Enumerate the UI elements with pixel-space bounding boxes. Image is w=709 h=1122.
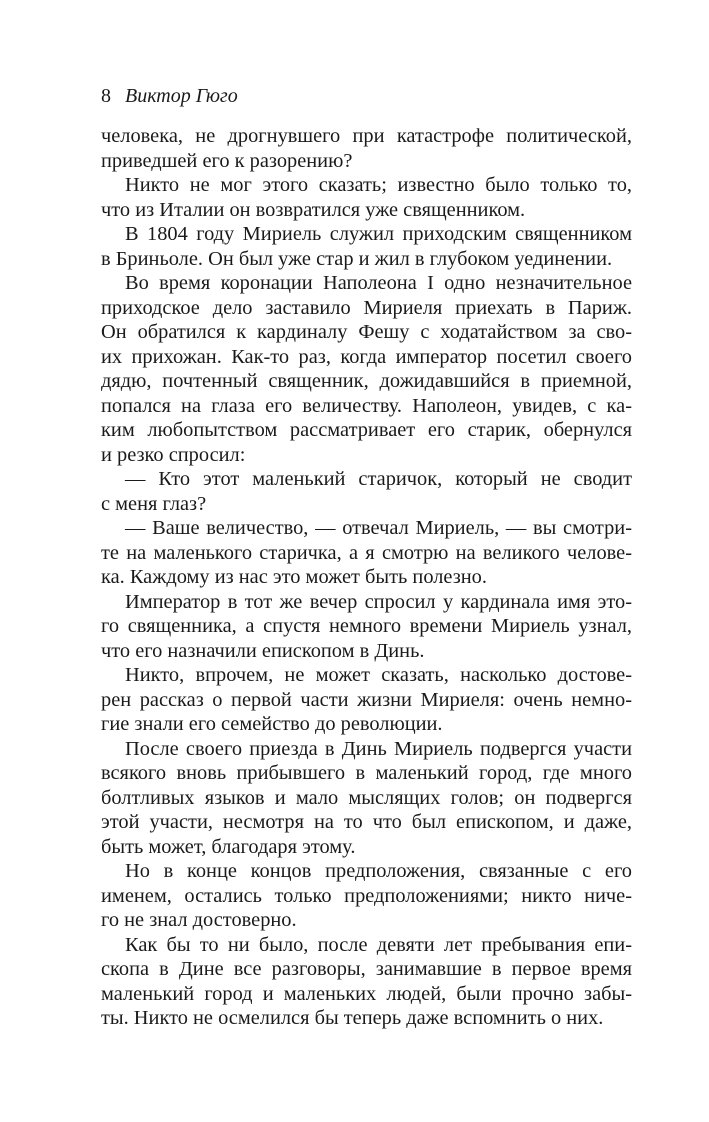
text-line: их прихожан. Как-то раз, когда император посетил своего	[101, 345, 632, 368]
text-line: что из Италии он возвратился уже священником.	[101, 198, 526, 221]
text-line: Как бы то ни было, после девяти лет пребывания епи-	[125, 933, 632, 956]
text-line: всякого вновь прибывшего в маленький город, где много	[101, 762, 632, 784]
text-line: — Ваше величество, — отвечал Мириель, — вы смотри-	[125, 517, 632, 539]
text-line: болтливых языков и мало мыслящих голов; он подвергся	[101, 786, 632, 809]
text-line: те на маленького старичка, а я смотрю на великого челове-	[101, 541, 632, 564]
body-text	[101, 124, 632, 1031]
text-line: ка. Каждому из нас это может быть полезно.	[101, 566, 487, 588]
text-line: приведшей его к разорению?	[101, 149, 353, 172]
text-line: Никто не мог этого сказать; известно было только то,	[125, 174, 632, 196]
text-line: дядю, почтенный священник, дожидавшийся в приемной,	[101, 370, 632, 392]
text-line: В 1804 году Мириель служил приходским священником	[125, 223, 632, 245]
text-line: го священника, а спустя немного времени Мириель узнал,	[101, 615, 632, 637]
text-line: приходское дело заставило Мириеля приехать в Париж.	[101, 296, 632, 319]
text-line: Во время коронации Наполеона I одно незначительное	[125, 272, 632, 294]
text-line: гие знали его семейство до революции.	[101, 713, 443, 735]
text-line: ты. Никто не осмелился бы теперь даже вспомнить о них.	[101, 1007, 604, 1029]
paragraph	[101, 933, 632, 1031]
paragraph	[101, 222, 632, 271]
paragraph	[101, 663, 632, 737]
text-line: в Бриньоле. Он был уже стар и жил в глубоком уединении.	[101, 247, 613, 270]
paragraph	[101, 590, 632, 664]
paragraph	[101, 737, 632, 860]
paragraph	[101, 516, 632, 590]
text-line: ким любопытством рассматривает его старик, обернулся	[101, 419, 632, 441]
text-line: Он обратился к кардиналу Фешу с ходатайством за сво-	[101, 321, 632, 343]
text-line: го не знал достоверно.	[101, 909, 297, 931]
text-line: маленький город и маленьких людей, были прочно забы-	[101, 982, 632, 1005]
paragraph	[101, 467, 632, 516]
author-name: Виктор Гюго	[125, 85, 238, 107]
text-line: — Кто этот маленький старичок, который не сводит	[125, 468, 632, 490]
text-line: После своего приезда в Динь Мириель подвергся участи	[125, 737, 632, 760]
text-line: Никто, впрочем, не может сказать, насколько достове-	[125, 664, 632, 686]
text-line: что его назначили епископом в Динь.	[101, 639, 425, 662]
text-line: Но в конце концов предположения, связанные с его	[125, 860, 632, 882]
text-line: попался на глаза его величеству. Наполеон, увидев, с ка-	[101, 394, 632, 417]
running-head	[101, 84, 238, 108]
text-line: именем, остались только предположениями; никто ниче-	[101, 884, 632, 907]
text-line: с меня глаз?	[101, 492, 207, 515]
text-line: скопа в Дине все разговоры, занимавшие в первое время	[101, 958, 632, 980]
text-line: быть может, благодаря этому.	[101, 835, 356, 858]
paragraph	[101, 173, 632, 222]
paragraph	[101, 859, 632, 933]
text-line: человека, не дрогнувшего при катастрофе политической,	[101, 125, 632, 147]
text-line: и резко спросил:	[101, 443, 246, 466]
page-number: 8	[101, 85, 111, 107]
paragraph	[101, 271, 632, 467]
text-line: рен рассказ о первой части жизни Мириеля: очень немно-	[101, 688, 632, 711]
paragraph	[101, 124, 632, 173]
text-line: Император в тот же вечер спросил у кардинала имя это-	[125, 590, 632, 613]
text-line: этой участи, несмотря на то что был епископом, и даже,	[101, 811, 632, 833]
